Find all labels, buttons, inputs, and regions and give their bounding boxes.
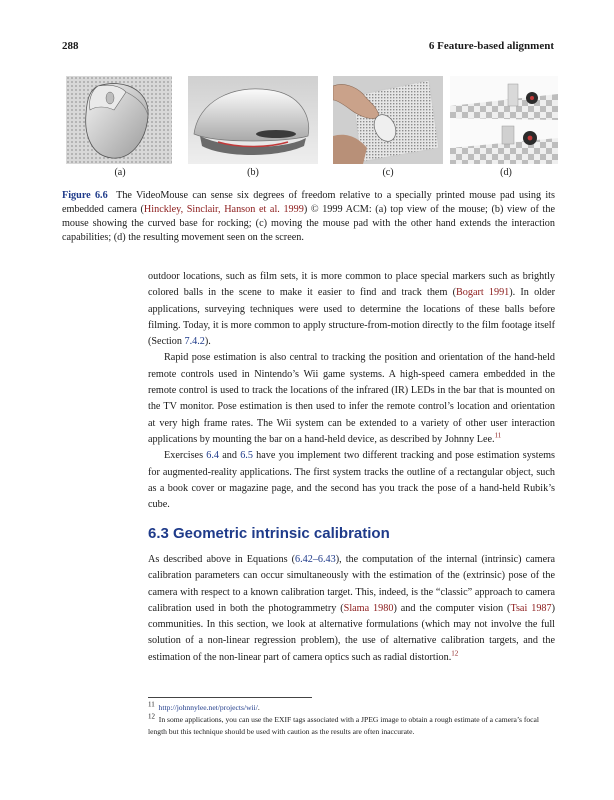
footnote-rule — [148, 697, 312, 698]
p3-text-and: and — [219, 450, 241, 462]
page-number: 288 — [62, 40, 79, 52]
p3-text-b: have you implement two different tracking and pose estimation systems for augmented-reality applications. The first system tracks the outline of a rectangular object, such as a book cover or magazine page, and the second has you track the pose of a hand-held Rubik’s cube. — [148, 450, 555, 511]
paragraph-3 — [148, 448, 555, 513]
equation-ref[interactable]: 6.42–6.43 — [294, 554, 336, 565]
photo-b-mouse-side-view — [188, 76, 318, 164]
photo-d-screen-movement — [450, 76, 558, 164]
footnote-marker-11[interactable]: 11 — [494, 431, 502, 440]
figure-label: Figure 6.6 — [62, 190, 108, 201]
panel-label-a: (a) — [114, 167, 126, 178]
photo-a-mouse-top-view — [66, 76, 172, 164]
section-body — [148, 552, 555, 666]
footnotes — [148, 702, 555, 738]
exercise-ref-6-4[interactable]: 6.4 — [206, 450, 220, 462]
citation-slama[interactable]: Slama 1980 — [343, 602, 394, 614]
s-text-a: As described above in Equations ( — [148, 554, 295, 565]
section-heading: 6.3 Geometric intrinsic calibration — [148, 525, 390, 542]
paragraph-1 — [148, 269, 555, 350]
body-text — [148, 269, 555, 513]
section-paragraph — [148, 552, 555, 666]
running-header — [62, 40, 554, 56]
p1-text-a: outdoor locations, such as film sets, it is more common to place special markers such as brightly colored balls in the scene to make it easier to find and track them ( — [148, 271, 555, 299]
s-text-b: ), the computation of the internal (intrinsic) camera calibration parameters can occur simultaneously with the estimation of the (extrinsic) pose of the camera with respect to a known calibration target. This, indeed, is the “classic” approach to camera calibration used in both the photogrammetry ( — [148, 554, 555, 614]
exercise-ref-6-5[interactable]: 6.5 — [240, 450, 253, 462]
p1-text-c: ). — [204, 336, 211, 348]
footnote-11: $^{11}$ http://johnnylee.net/projects/wii/. — [148, 700, 260, 712]
caption-text-2: ) © 1999 ACM: (a) top view of the mouse; (b) view of the mouse showing the curved base for rocking; (c) moving the mouse pad with the other hand extends the interaction capabilities; (d) the resulting movement seen on the screen. — [62, 204, 555, 243]
p3-text-a: Exercises — [164, 450, 207, 462]
section-ref-7-4-2[interactable]: 7.4.2 — [184, 336, 205, 348]
panel-label-d: (d) — [500, 167, 512, 178]
panel-label-c: (c) — [382, 167, 394, 178]
citation-bogart[interactable]: Bogart 1991 — [455, 287, 510, 299]
panel-label-b: (b) — [247, 167, 259, 178]
figure-caption — [62, 189, 555, 245]
chapter-title: 6 Feature-based alignment — [428, 40, 554, 52]
photo-c-hand-moving-pad — [333, 76, 443, 164]
footnote-11-url[interactable]: http://johnnylee.net/projects/wii/ — [158, 703, 258, 712]
caption-text-1: The VideoMouse can sense six degrees of freedom relative to a specially printed mouse pad using its embedded camera ( — [62, 190, 555, 215]
caption-citation[interactable]: Hinckley, Sinclair, Hanson et al. 1999 — [143, 204, 304, 215]
s-text-c: ) and the computer vision ( — [393, 602, 511, 614]
footnote-12-text: In some applications, you can use the EXIF tags associated with a JPEG image to obtain a rough estimate of a camera’s focal length but this technique should be used with caution as the results are often inaccurate. — [148, 715, 540, 736]
p1-text-b: ). In older applications, surveying techniques were used to determine the locations of these balls before filming. Today, it is more common to apply structure-from-motion directly to the film footage itself (Section — [148, 287, 555, 348]
s-text-d: ) communities. In this section, we look at alternative formulations (which may not involve the full solution of a non-linear regression problem), the use of alternative calibration targets, and the estimation of the non-linear part of camera optics such as radial distortion. — [148, 602, 556, 663]
footnote-12-number: 12 — [148, 712, 155, 721]
footnote-marker-12[interactable]: 12 — [451, 649, 459, 658]
figure-6-6 — [58, 76, 558, 178]
paragraph-2 — [148, 350, 555, 448]
p2-text: Rapid pose estimation is also central to tracking the position and orientation of the hand-held remote controls used in Nintendo’s Wii game systems. A high-speed camera embedded in the remote control is used to track the locations of the infrared (IR) LEDs in the bar that is mounted on the TV monitor. Pose estimation is then used to infer the remote control’s location and orientation at very high frame rates. The Wii system can be extended to a variety of other user interaction applications by mounting the bar on a hand-held device, as described by Johnny Lee. — [148, 352, 555, 445]
footnote-12 — [148, 714, 555, 738]
footnote-11-number: 11 — [148, 700, 155, 709]
citation-tsai[interactable]: Tsai 1987 — [510, 602, 552, 614]
